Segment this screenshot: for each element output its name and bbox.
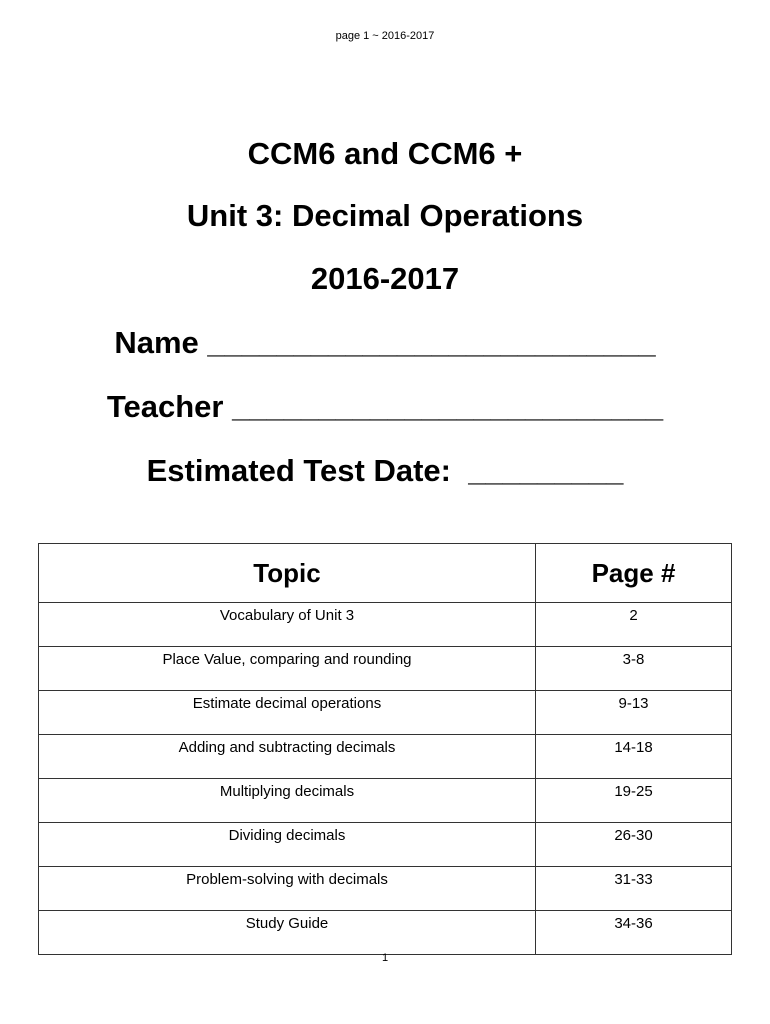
table-row	[39, 779, 732, 823]
page-cell: 9-13	[536, 691, 732, 735]
topic-cell: Problem-solving with decimals	[39, 867, 536, 911]
table-row	[39, 867, 732, 911]
table-header-row	[39, 544, 732, 603]
topic-cell: Estimate decimal operations	[39, 691, 536, 735]
topic-cell: Multiplying decimals	[39, 779, 536, 823]
name-field: Name __________________________	[114, 325, 656, 360]
page-cell: 19-25	[536, 779, 732, 823]
topic-cell: Adding and subtracting decimals	[39, 735, 536, 779]
table-of-contents	[38, 543, 732, 955]
topic-cell: Vocabulary of Unit 3	[39, 603, 536, 647]
topic-cell: Place Value, comparing and rounding	[39, 647, 536, 691]
unit-title: Unit 3: Decimal Operations	[186, 198, 584, 233]
table-row	[39, 603, 732, 647]
table-row	[39, 691, 732, 735]
page-header: page 1 ~ 2016-2017	[335, 30, 435, 42]
page-header-cell: Page #	[536, 544, 732, 603]
table-row	[39, 911, 732, 955]
page-cell: 14-18	[536, 735, 732, 779]
page-cell: 3-8	[536, 647, 732, 691]
page-cell: 2	[536, 603, 732, 647]
page-cell: 31-33	[536, 867, 732, 911]
page-cell: 26-30	[536, 823, 732, 867]
table-row	[39, 647, 732, 691]
school-year: 2016-2017	[310, 261, 460, 296]
table-row	[39, 735, 732, 779]
topic-cell: Dividing decimals	[39, 823, 536, 867]
table-row	[39, 823, 732, 867]
test-date-field: Estimated Test Date: _________	[146, 453, 624, 488]
topic-cell: Study Guide	[39, 911, 536, 955]
teacher-field: Teacher _________________________	[106, 389, 664, 424]
course-title: CCM6 and CCM6 +	[247, 136, 523, 171]
topic-header: Topic	[39, 544, 536, 603]
page-cell: 34-36	[536, 911, 732, 955]
page-number: 1	[381, 952, 389, 964]
